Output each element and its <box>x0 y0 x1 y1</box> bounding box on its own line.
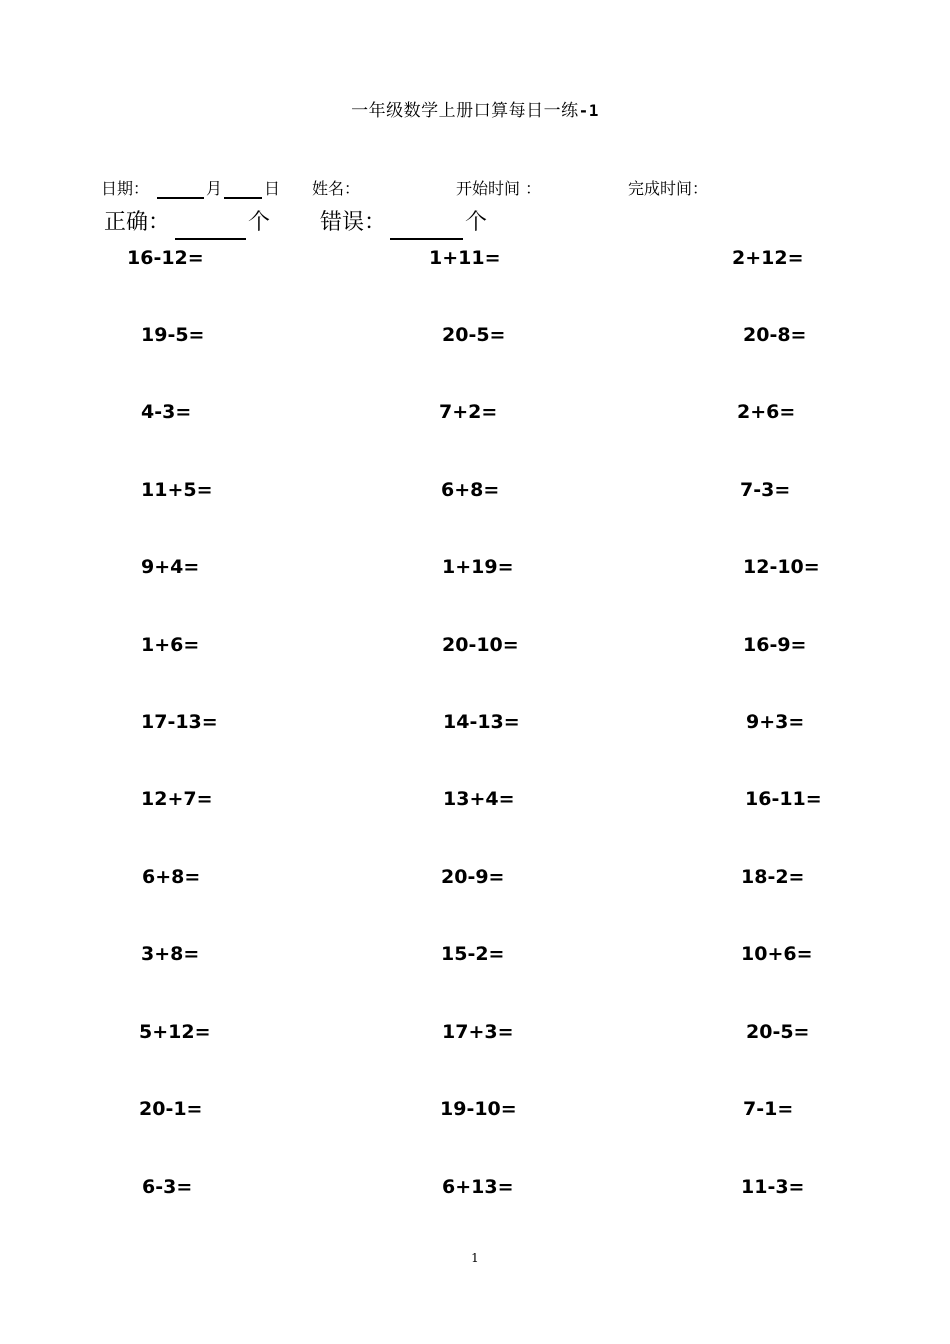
correct-label: 正确： <box>104 210 171 235</box>
problem: 2+12= <box>732 247 804 269</box>
start-time-label: 开始时间 ： <box>456 179 542 198</box>
month-blank[interactable] <box>157 197 204 199</box>
problem: 1+6= <box>141 634 200 656</box>
problem: 7-1= <box>743 1098 794 1120</box>
problem: 18-2= <box>741 866 805 888</box>
correct-count-blank[interactable] <box>175 238 246 240</box>
problem: 6+13= <box>442 1176 514 1198</box>
problem: 17+3= <box>442 1021 514 1043</box>
problem: 19-5= <box>141 324 205 346</box>
problem: 10+6= <box>741 943 813 965</box>
problem: 2+6= <box>737 401 796 423</box>
page-number: 1 <box>471 1251 479 1265</box>
problem: 3+8= <box>141 943 200 965</box>
problem: 7+2= <box>439 401 498 423</box>
problem: 20-9= <box>441 866 505 888</box>
problem: 17-13= <box>141 711 218 733</box>
problem: 9+3= <box>746 711 805 733</box>
problem: 12-10= <box>743 556 820 578</box>
date-label: 日期： <box>101 179 150 198</box>
problem: 12+7= <box>141 788 213 810</box>
title-text: 一年级数学上册口算每日一练 <box>351 101 579 121</box>
name-label: 姓名： <box>312 179 361 198</box>
problem: 11-3= <box>741 1176 805 1198</box>
problem: 5+12= <box>139 1021 211 1043</box>
problem: 20-10= <box>442 634 519 656</box>
problem: 14-13= <box>443 711 520 733</box>
problem: 1+19= <box>442 556 514 578</box>
problem: 20-1= <box>139 1098 203 1120</box>
problem: 4-3= <box>141 401 192 423</box>
problem: 20-5= <box>746 1021 810 1043</box>
problem: 20-5= <box>442 324 506 346</box>
problem: 19-10= <box>440 1098 517 1120</box>
problem: 20-8= <box>743 324 807 346</box>
problem: 9+4= <box>141 556 200 578</box>
problem: 16-9= <box>743 634 807 656</box>
problem: 6+8= <box>142 866 201 888</box>
day-label: 日 <box>264 179 281 198</box>
problem: 13+4= <box>443 788 515 810</box>
month-label: 月 <box>206 179 223 198</box>
wrong-label: 错误： <box>320 210 387 235</box>
problem: 1+11= <box>429 247 501 269</box>
problem: 16-11= <box>745 788 822 810</box>
problem: 11+5= <box>141 479 213 501</box>
wrong-count-blank[interactable] <box>390 238 463 240</box>
problem: 16-12= <box>127 247 204 269</box>
problem: 6-3= <box>142 1176 193 1198</box>
problem: 15-2= <box>441 943 505 965</box>
wrong-unit: 个 <box>465 210 488 235</box>
problem: 7-3= <box>740 479 791 501</box>
title-suffix: -1 <box>578 101 599 120</box>
finish-time-label: 完成时间： <box>628 179 709 198</box>
correct-unit: 个 <box>248 210 271 235</box>
problem: 6+8= <box>441 479 500 501</box>
day-blank[interactable] <box>224 197 262 199</box>
page-title <box>0 96 950 121</box>
